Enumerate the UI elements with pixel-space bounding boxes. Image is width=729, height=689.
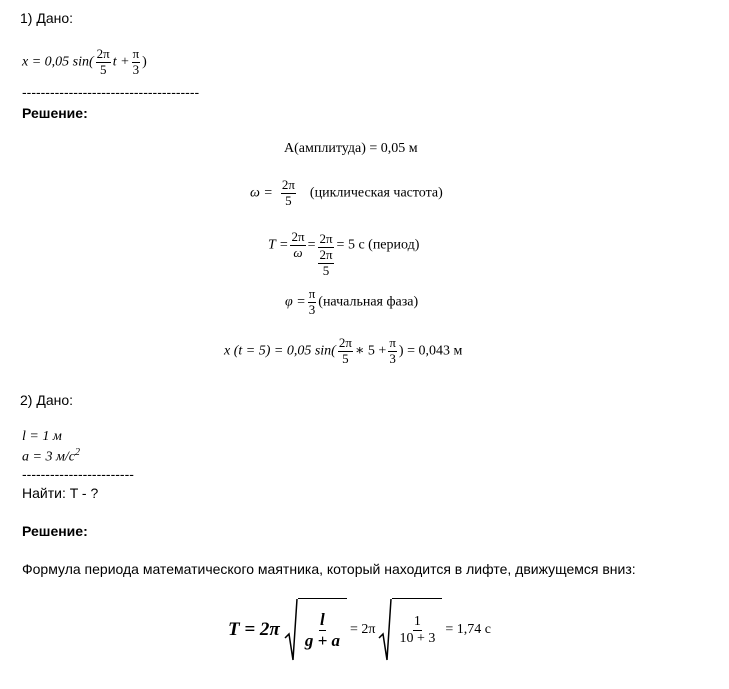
omega-line: ω = $\frac{2\pi}{5}$ (циклическая частота) <box>250 177 443 208</box>
formula-description: Формула периода математического маятника, который находится в лифте, движущемся вниз: <box>22 561 636 577</box>
given-l: l = 1 м <box>22 429 62 444</box>
given-equation-1: x = 0,05 sin( $\frac{2\pi}{5}$ t + $\frac{\pi}{3}$ ) <box>22 46 147 77</box>
period-line: T = $\frac{2\pi}{\omega}$ = $\frac{2\pi}{\frac{2\pi}{5}}$ = 5 с (период) <box>268 229 420 278</box>
solution-heading-1: Решение: <box>22 105 88 121</box>
sqrt-symbolic: $\frac{l}{g + a}$ <box>284 598 347 662</box>
solution-heading-2: Решение: <box>22 523 88 539</box>
divider-2: ------------------------ <box>22 466 134 482</box>
x-at-5-line: x (t = 5) = 0,05 sin( $\frac{2\pi}{5}$ ∗ 5 + $\frac{\pi}{3}$ ) = 0,043 м <box>224 335 463 366</box>
divider-1: -------------------------------------- <box>22 84 200 100</box>
sqrt-numeric: $\frac{1}{10 + 3}$ <box>378 598 442 662</box>
given-a: a = 3 $м/с^2$ <box>22 447 80 465</box>
heading-2: 2) Дано: <box>20 392 74 408</box>
pendulum-formula: T = 2π $\frac{l}{g + a}$ = 2π $\frac{1}{10 + 3}$ = 1,74 с <box>228 598 491 662</box>
heading-1: 1) Дано: <box>20 10 74 26</box>
amplitude-line: A(амплитуда) = 0,05 м <box>284 141 418 156</box>
find-line: Найти: T - ? <box>22 485 99 501</box>
phase-line: φ = $\frac{\pi}{3}$ (начальная фаза) <box>285 286 419 317</box>
